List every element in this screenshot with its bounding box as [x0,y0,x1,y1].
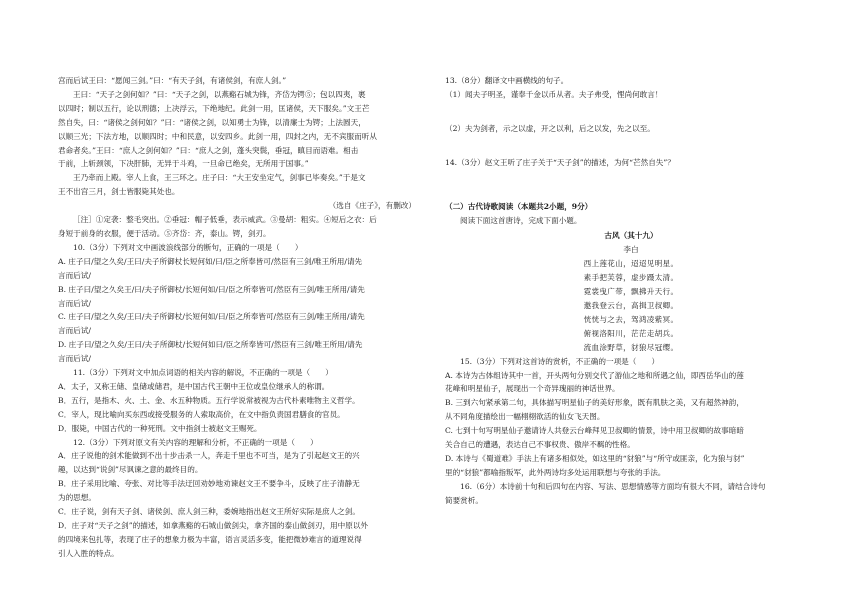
question-10-option-b-cont: 言而后试/ [58,298,91,308]
question-12-stem: 12.（3分）下列对原文有关内容的理解和分析，不正确的一项是（ ） [73,437,318,447]
question-13-stem: 13.（8分）翻译文中画横线的句子。 [445,76,569,85]
question-10-option-c[interactable]: C. 庄子曰/望之久矣/王曰/夫子所御杖/长短何如/曰/臣之所奉皆可/然臣有三剑/唯王所用/请先 [58,312,365,322]
question-15-stem: 15.（3分）下列对这首诗的赏析，不正确的一项是（ ） [460,356,660,366]
question-15-option-b[interactable]: B. 三到六句紧承第二句，具体描写明星仙子的美好形象，既有肌肤之美，又有超然神韵， [445,398,744,408]
question-15-option-d[interactable]: D. 本诗与《蜀道难》手法上有诸多相似处，如这里的“豺狼”与“所守或匪亲，化为狼与豺” [445,453,745,463]
question-10-option-c-cont: 言而后试/ [58,326,91,336]
poem-line: 流血涂野草，豺狼尽冠缨。 [583,342,679,352]
annotation-line: ［注］①定袭：整毛突出。②垂冠：帽子低垂，表示威武。③曼胡：粗实。④短后之衣：后 [73,215,377,225]
question-12-option-a-cont: 趣，以达到“说剑”尽讽谏之意的最终目的。 [58,465,203,475]
question-15-option-c[interactable]: C. 七到十句写明星仙子邀请诗人共登云台峰拜见卫叔卿的情景，诗中用卫叔卿的故事暗暗 [445,426,744,436]
section-heading: （二）古代诗歌阅读（本题共2小题，9分） [445,201,593,211]
poem-line: 西上莲花山，迢迢见明星。 [583,259,679,269]
poem-line: 素手把芙蓉，虚步蹑太清。 [583,273,679,283]
question-10-stem: 10.（3分）下列对文中画波浪线部分的断句，正确的一项是（ ） [73,242,303,252]
left-column [58,74,430,561]
passage-line: 以四时；制以五行，论以刑德；上决浮云，下绝地纪。此剑一用，匡诸侯，天下服矣。”文王芒 [58,103,370,113]
passage-line: 王曰：“天子之剑何如？”曰：“天子之剑，以燕谿石城为锋，齐岱为锷⑤；包以四夷，裹 [73,89,366,99]
passage-source: （选自《庄子》，有删改） [328,201,416,211]
poem-line: 邀我登云台，高揖卫叔卿。 [583,300,679,310]
question-12-option-b-cont: 为的思想。 [58,493,96,503]
poem-author: 李白 [623,245,639,255]
annotation-line: 身短于前身的衣服，便于活动。⑤齐岱：齐，泰山。锷，剑刃。 [58,228,271,238]
question-15-option-a[interactable]: A. 本诗为古体组诗其中一首，开头两句分别交代了游仙之地和所遇之仙，即西岳华山的莲 [445,370,744,380]
passage-line: 然自失，曰：“诸侯之剑何如？”曰：“诸侯之剑，以知勇士为锋，以清廉士为锷；上法圆天， [58,117,366,127]
question-16-stem-cont: 简要赏析。 [445,495,483,505]
question-12-option-b[interactable]: B．庄子采用比喻、夸张、对比等手法迂回劝妙地劝谏赵文王不要争斗，反映了庄子清静无 [58,479,360,489]
poem-title: 古风（其十九） [604,231,658,241]
question-10-option-d[interactable]: D. 庄子曰/望之久矣/王曰/夫子所御杖/长短何如曰/臣之所奉皆可/然臣有三剑/唯王所用/请先 [58,340,363,350]
passage-line: 宫而后试王曰：“愿闻三剑。”曰：“有天子剑，有诸侯剑，有庶人剑。” [58,76,287,85]
poem-line: 俯视洛阳川，茫茫走胡兵。 [583,328,679,338]
passage-line: 王不出宫三月，剑士皆服毙其处也。 [58,187,180,197]
question-12-option-d[interactable]: D．庄子对“天子之剑”的描述，如拿燕谿的石城山做剑尖，拿齐国的泰山做剑刃，用中原以外 [58,521,369,530]
passage-line: 以顺三光；下法方地，以顺四时；中和民意，以安四乡。此剑一用，四封之内，无不宾服而听从 [58,131,377,141]
answer-space[interactable] [445,170,817,190]
question-15-option-a-cont: 花峰和明星仙子，展现出一个奇异瑰丽的神话世界。 [445,384,620,394]
question-11-option-b[interactable]: B．五行，是指木、火、土、金、水五种物质。五行学说常被视为古代朴素唯物主义哲学。 [58,395,360,405]
question-11-option-c[interactable]: C．宰人，现比喻向买东西或接受服务的人索取高价，在文中指负责国君膳食的官员。 [58,409,345,419]
question-13-sentence-2: （2）夫为剑者，示之以虚，开之以利，后之以发，先之以至。 [445,123,655,133]
question-11-stem: 11.（3分）下列对文中加点词语的相关内容的解说，不正确的一项是（ ） [73,368,333,378]
section-intro: 阅读下面这首唐诗，完成下面小题。 [460,215,582,225]
question-15-option-d-cont: 里的“豺狼”都喻指叛军，此外两诗均多处运用联想与夸张的手法。 [445,467,666,477]
question-13-sentence-1: （1）闻夫子明圣，谨奉千金以币从者。夫子弗受，悝尚何敢言！ [445,89,663,99]
passage-line: 于前，上斩颈领，下决肝肺，无异于斗鸡，一旦命已绝矣，无所用于国事。” [58,159,309,169]
question-10-option-a[interactable]: A. 庄子曰/望之久矣/王曰/夫子所御杖长短何如/曰/臣之所奉皆可/然臣有三剑/唯王所用/请先 [58,256,363,266]
question-10-option-d-cont: 言而后试/ [58,354,91,364]
question-11-option-d[interactable]: D．服毙，中国古代的一种死刑。文中指剑士被赵文王赐死。 [58,423,262,433]
right-column [445,74,817,508]
answer-space[interactable] [445,102,817,122]
passage-line: 王乃牵而上殿。宰人上食，王三环之。庄子曰：“大王安坐定气，剑事已毕奏矣。”于是文 [73,173,366,183]
question-10-option-b[interactable]: B. 庄子曰/望之久矣王/曰/夫子所御杖/长短何如/曰/臣之所奉皆可/然臣有三剑/唯王所用/请先 [58,284,365,294]
poem-line: 霓裳曳广带，飘拂升天行。 [583,287,679,297]
question-12-option-a[interactable]: A．庄子说他的剑术能做到不出十步击杀一人，奔走千里也不可当，是为了引起赵文王的兴 [58,451,360,461]
question-15-option-c-cont: 关合自己的遭遇，表达自己不事权贵、傲岸不羁的性格。 [445,440,635,450]
question-15-option-b-cont: 从不同角度描绘出一幅栩栩欲活的仙女飞天图。 [445,412,605,422]
question-12-option-d-cont: 引人入胜的特点。 [58,548,119,558]
question-12-option-d-cont: 的四境来包扎等，表现了庄子的想象力极为丰富，语言灵活多变，能把微妙难言的道理说得 [58,534,362,544]
question-14-stem: 14.（3分）赵文王听了庄子关于“天子剑”的描述，为何“芒然自失”？ [445,157,675,167]
question-10-option-a-cont: 言而后试/ [58,270,91,280]
passage-line: 君命者矣。”王曰：“庶人之剑何如？”曰：“庶人之剑，蓬头突鬓，垂冠，瞋目而语难。相击 [58,145,359,155]
question-16-stem: 16.（6分）本诗前十句和后四句在内容、写法、思想情感等方面均有很大不同，请结合诗句 [460,481,766,491]
answer-space[interactable] [445,136,817,156]
question-12-option-c[interactable]: C．庄子说，剑有天子剑、诸侯剑、庶人剑三种，委婉地指出赵文王所好实际是庶人之剑。 [58,507,360,517]
poem-line: 恍恍与之去，驾鸿凌紫冥。 [583,314,679,324]
question-11-option-a[interactable]: A．太子，又称王储、皇储或储君，是中国古代王朝中王位或皇位继承人的称谓。 [58,381,330,391]
